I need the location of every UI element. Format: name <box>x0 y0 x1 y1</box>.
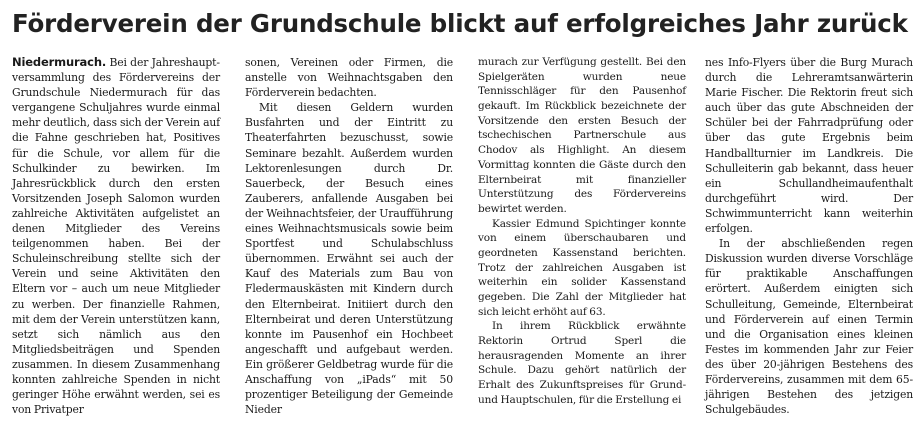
dateline: Niedermurach. <box>12 55 107 69</box>
article-paragraph: murach zur Verfügung gestellt. Bei den Spielgeräten wurden neue Tennisschläger für den Pausenhof gekauft. Im Rückblick bezeichnete der Vorsitzende den ersten Besuch der tschechischen Partnerschule aus Chodov als Highlight. An diesem Vormittag konnten die Gäste durch den Elternbeirat mit finanzieller Unterstützung des Fördervereins bewirtet werden. <box>478 56 686 215</box>
article-paragraph: In ihrem Rückblick erwähnte Rektorin Ortrud Sperl die herausragenden Momente an ihrer Schule. Dazu gehört natürlich der Erhalt des Zukunftspreises für Grund- und Hauptschulen, für die Erstellung ei <box>478 320 686 406</box>
paragraph-text: Bei der Jahreshauptversammlung des Fördervereins der Grundschule Niedermurach für das vergangene Schuljahres wurde einmal mehr deutlich, dass sich der Verein auf die Fahne geschrieben hat, Positives für die Schule, vor allem für die Schulkinder zu bewirken. Im Jahresrückblick durch den ersten Vorsitzenden Joseph Salomon wurden zahlreiche Aktivitäten aufgelistet an denen Mitglieder des Vereins teilgenommen haben. Bei der Schuleinschreibung stellte sich der Verein und seine Aktivitäten den Eltern vor – auch um neue Mitglieder zu werben. Der finanzielle Rahmen, mit dem der Verein unterstützen kann, setzt sich nämlich aus den Mitgliedsbeiträgen und Spenden zusammen. In diesem Zusammenhang konnten zahlreiche Spenden in nicht geringer Höhe erwähnt werden, sei es von Privatper <box>12 56 220 417</box>
article-paragraph: nes Info-Flyers über die Burg Murach durch die Lehreramtsanwärterin Marie Fischer. Die Rektorin freut sich auch über das gute Abschneiden der Schüler bei der Fahrradprüfung oder über das gute Ergebnis beim Handballturnier im Landkreis. Die Schulleiterin gab bekannt, dass heuer ein Schullandheimaufenthalt durchgeführt wird. Der Schwimmunterricht kann weiterhin erfolgen. <box>705 56 913 236</box>
article-column-1 <box>12 55 220 417</box>
article-column-4 <box>705 55 913 417</box>
article-column-3 <box>478 55 686 408</box>
article-headline: Förderverein der Grundschule blickt auf erfolgreiches Jahr zurück <box>12 9 908 38</box>
article-column-2 <box>245 55 453 417</box>
article-paragraph: sonen, Vereinen oder Firmen, die anstelle von Weihnachtsgaben den Förderverein bedachten. <box>245 56 453 100</box>
article-paragraph <box>12 55 220 417</box>
article-paragraph: Mit diesen Geldern wurden Busfahrten und der Eintritt zu Theaterfahrten bezuschusst, sowie Seminare bezahlt. Außerdem wurden Lektorenlesungen durch Dr. Sauerbeck, der Besuch eines Zauberers, anfallende Ausgaben bei der Weihnachtsfeier, der Uraufführung eines Weihnachtsmusicals sowie beim Sportfest und Schulabschluss übernommen. Erwähnt sei auch der Kauf des Materials zum Bau von Fledermauskästen mit Kindern durch den Elternbeirat. Initiiert durch den Elternbeirat und deren Unterstützung konnte im Pausenhof ein Hochbeet angeschafft und aufgebaut werden. Ein größerer Geldbetrag wurde für die Anschaffung von „iPads“ mit 50 prozentiger Beteiligung der Gemeinde Nieder <box>245 101 453 417</box>
article-paragraph: In der abschließenden regen Diskussion wurden diverse Vorschläge für praktikable Anschaffungen erörtert. Außerdem einigten sich Schulleitung, Gemeinde, Elternbeirat und Förderverein auf einen Termin und die Organisation eines kleinen Festes im kommenden Jahr zur Feier des über 20-jährigen Bestehens des Fördervereins, zusammen mit dem 65-jährigen Bestehen des jetzigen Schulgebäudes. <box>705 237 913 417</box>
article-paragraph: Kassier Edmund Spichtinger konnte von einem überschaubaren und geordneten Kassenstand berichten. Trotz der zahlreichen Ausgaben ist weiterhin ein solider Kassenstand gegeben. Die Zahl der Mitglieder hat sich leicht erhöht auf 63. <box>478 217 686 318</box>
